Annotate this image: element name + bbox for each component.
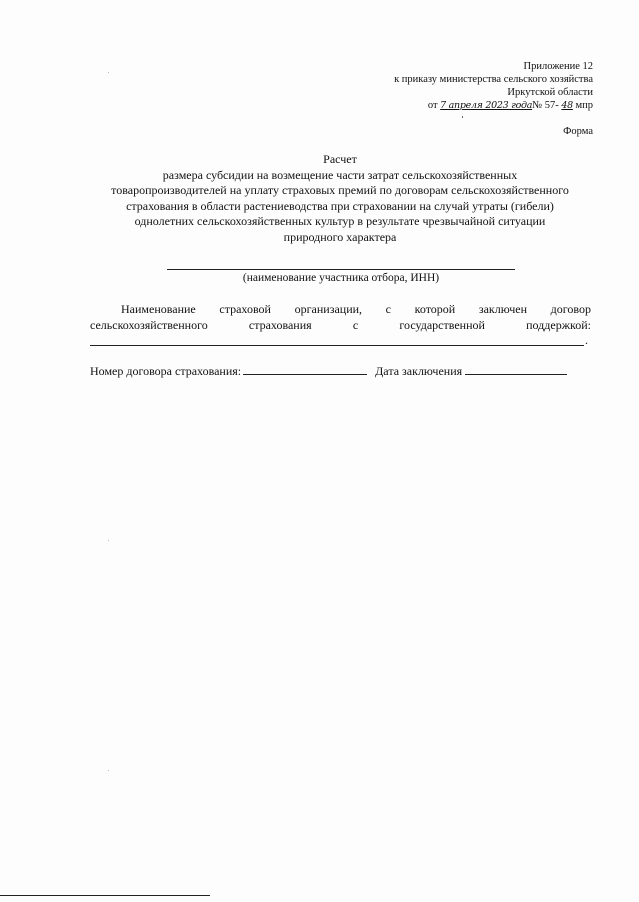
contract-number-label: Номер договора страхования:	[90, 364, 242, 378]
participant-name-field[interactable]	[167, 269, 515, 270]
insurer-word: страхования	[248, 318, 312, 332]
participant-caption: (наименование участника отбора, ИНН)	[242, 272, 440, 284]
document-title	[80, 152, 600, 245]
title-heading: Расчет	[323, 152, 357, 166]
title-line: размера субсидии на возмещение части затрат сельскохозяйственных	[162, 167, 518, 182]
region-name: Иркутской области	[507, 87, 593, 98]
insurer-end-mark: .	[585, 333, 588, 347]
insurer-word: организации,	[294, 302, 363, 316]
insurer-word: Наименование	[121, 302, 196, 316]
appendix-number: Приложение 12	[523, 61, 593, 72]
scan-speck	[108, 540, 109, 541]
number-prefix: № 57-	[532, 100, 559, 111]
insurer-word: с	[352, 318, 359, 332]
handwritten-date: 7 апреля 2023 года	[440, 100, 533, 111]
contract-number-field[interactable]	[243, 362, 367, 375]
insurer-word: договор	[550, 302, 591, 316]
insurer-text-row	[90, 318, 591, 333]
insurer-word: заключен	[478, 302, 528, 316]
form-label: Форма	[563, 126, 593, 137]
title-line: товаропроизводителей на уплату страховых премий по договорам сельскохозяйственного	[111, 183, 569, 197]
order-reference: к приказу министерства сельского хозяйства	[394, 74, 593, 85]
contract-row	[90, 362, 590, 379]
scan-speck	[108, 770, 109, 771]
scan-edge-line	[0, 895, 210, 896]
title-line: страхования в области растениеводства при страховании на случай утраты (гибели)	[126, 198, 554, 213]
insurer-word: сельскохозяйственного	[90, 318, 208, 332]
insurer-text-row	[121, 302, 591, 317]
insurer-word: поддержкой:	[526, 318, 591, 332]
insurer-word: которой	[414, 302, 456, 316]
handwritten-number: 48	[561, 100, 573, 111]
number-suffix: мпр	[575, 100, 593, 111]
contract-date-field[interactable]	[465, 362, 567, 375]
title-line: однолетних сельскохозяйственных культур в результате чрезвычайной ситуации	[134, 214, 546, 228]
contract-date-label: Дата заключения	[375, 364, 463, 378]
scan-speck	[462, 116, 463, 118]
insurer-word: государственной	[399, 318, 485, 332]
insurer-word: с	[385, 302, 391, 316]
insurer-name-field[interactable]	[90, 345, 584, 346]
title-line: природного характера	[283, 229, 397, 244]
order-date-number	[428, 99, 593, 112]
date-prefix: от	[427, 100, 438, 111]
scan-speck	[108, 72, 109, 73]
insurer-word: страховой	[219, 302, 271, 316]
